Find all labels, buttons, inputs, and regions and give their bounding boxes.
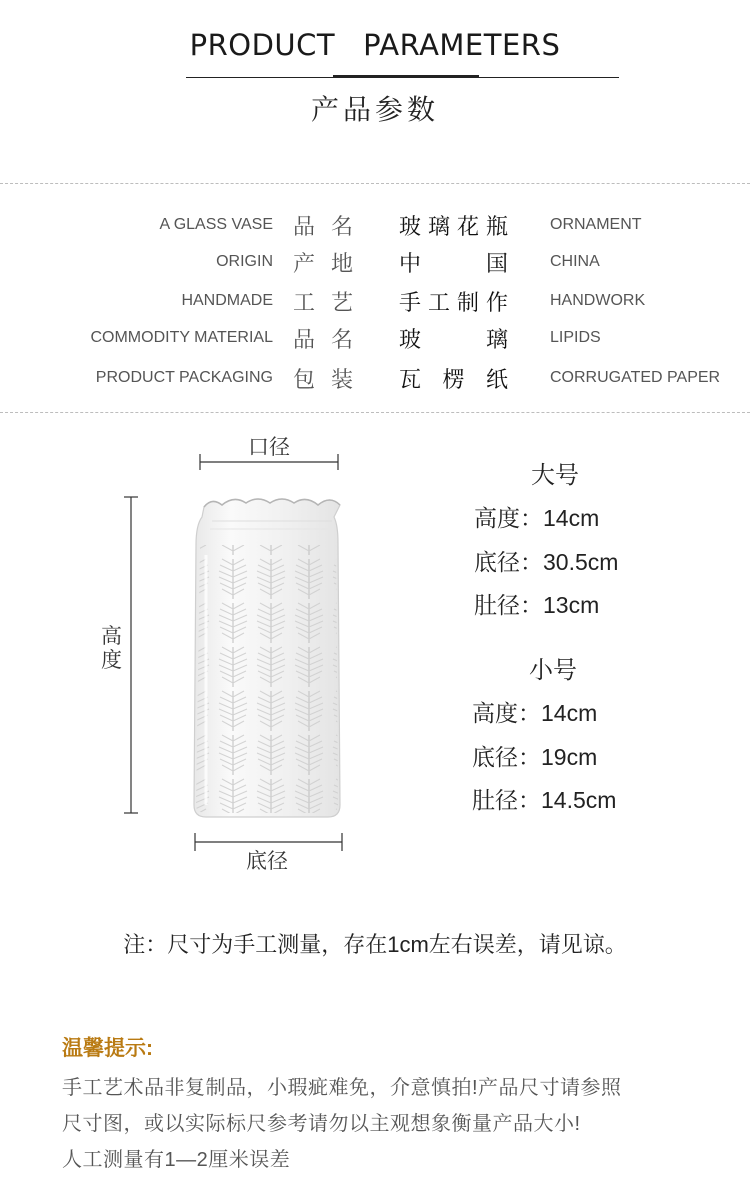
tips-line: 手工艺术品非复制品，小瑕疵难免，介意慎拍!产品尺寸请参照 xyxy=(62,1077,622,1099)
param-en-value: CORRUGATED PAPER xyxy=(550,369,721,386)
spec-small-belly: 肚径：14.5cm xyxy=(472,787,617,813)
param-en-value: ORNAMENT xyxy=(550,216,642,233)
param-row xyxy=(0,208,750,238)
param-value: 中国 xyxy=(399,251,509,276)
param-en-label: A GLASS VASE xyxy=(159,216,273,233)
param-cn-label: 工艺 xyxy=(293,290,353,315)
divider-middle xyxy=(0,412,750,413)
measurement-note: 注：尺寸为手工测量，存在1cm左右误差，请见谅。 xyxy=(123,932,627,957)
param-en-label: ORIGIN xyxy=(216,253,273,270)
tips-line: 尺寸图，或以实际标尺参考请勿以主观想象衡量产品大小! xyxy=(62,1113,581,1135)
param-cn-label: 产地 xyxy=(293,251,353,276)
param-en-label: PRODUCT PACKAGING xyxy=(95,369,273,386)
vase-illustration xyxy=(100,425,370,870)
page-subtitle: 产品参数 xyxy=(310,93,439,126)
param-row xyxy=(0,245,750,275)
base-diameter-label: 底径 xyxy=(246,850,288,873)
param-row xyxy=(0,284,750,314)
param-en-value: CHINA xyxy=(550,253,600,270)
spec-small-title: 小号 xyxy=(529,657,577,684)
spec-large-title: 大号 xyxy=(531,462,579,489)
param-cn-label: 包装 xyxy=(293,367,353,392)
spec-large-belly: 肚径：13cm xyxy=(474,592,600,618)
title-underline-accent xyxy=(333,75,479,78)
param-cn-label: 品名 xyxy=(293,327,353,352)
param-value: 手工制作 xyxy=(399,290,509,315)
param-en-value: HANDWORK xyxy=(550,292,646,309)
param-value: 玻璃花瓶 xyxy=(399,214,509,239)
spec-small-base: 底径：19cm xyxy=(472,744,598,770)
vase-diagram xyxy=(100,425,370,873)
param-row xyxy=(0,361,750,391)
tips-title: 温馨提示: xyxy=(62,1037,153,1060)
title-word-parameters: PARAMETERS xyxy=(363,28,561,62)
spec-large-height: 高度：14cm xyxy=(474,505,600,531)
spec-small-height: 高度：14cm xyxy=(472,700,598,726)
mouth-diameter-label: 口径 xyxy=(248,436,290,459)
tips-line: 人工测量有1—2厘米误差 xyxy=(62,1149,291,1171)
param-en-value: LIPIDS xyxy=(550,329,601,346)
param-row xyxy=(0,321,750,351)
param-en-label: COMMODITY MATERIAL xyxy=(90,329,273,346)
spec-large-base: 底径：30.5cm xyxy=(474,549,619,575)
param-value: 瓦楞纸 xyxy=(399,367,509,392)
param-en-label: HANDMADE xyxy=(181,292,273,309)
page-title xyxy=(0,28,750,62)
divider-top xyxy=(0,183,750,184)
param-value: 玻璃 xyxy=(399,327,509,352)
param-cn-label: 品名 xyxy=(293,214,353,239)
title-word-product: PRODUCT xyxy=(189,28,336,62)
height-label: 高度 xyxy=(101,625,122,672)
